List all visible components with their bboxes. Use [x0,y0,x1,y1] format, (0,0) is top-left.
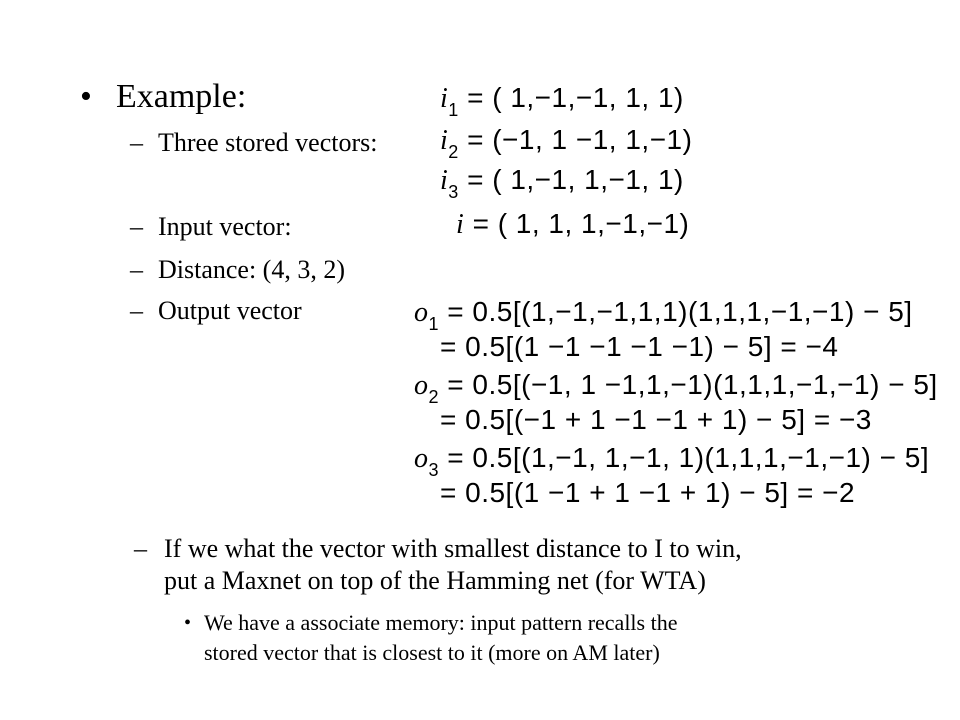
dash-marker: – [130,255,143,284]
stored-vector-3: $i_3$ = ( 1,−1, 1,−1, 1) [440,164,684,202]
am-note-line-1: We have a associate memory: input pattern recalls the [204,610,678,635]
dash-marker: – [130,296,143,325]
dash-marker: – [130,128,143,157]
distance-label: Distance: (4, 3, 2) [158,255,346,284]
stored-vectors-label: Three stored vectors: [158,128,378,157]
output-1-line-2: = 0.5[(1 −1 −1 −1 −1) − 5] = −4 [440,331,839,362]
output-3-line-1: $o_3 = 0.5[(1,-1$, 1,−1, 1)(1,1,1,−1,−1) − 5] [414,442,930,480]
output-3-line-2: = 0.5[(1 −1 + 1 −1 + 1) − 5] = −2 [440,477,856,508]
output-2-line-2: = 0.5[(−1 + 1 −1 −1 + 1) − 5] = −3 [440,404,872,435]
main-bullet: • [80,78,92,115]
wta-note-line-1: If we what the vector with smallest distance to I to win, [164,534,742,563]
dash-marker: – [130,212,143,241]
sub-bullet: • [184,612,192,634]
input-vector-label: Input vector: [158,212,292,241]
output-vector-label: Output vector [158,296,302,325]
stored-vector-1: $i_1$ = ( 1,−1,−1, 1, 1) [440,82,684,120]
input-vector-equation: i = ( 1, 1, 1,−1,−1) [456,208,690,240]
am-note-line-2: stored vector that is closest to it (more on AM later) [204,640,660,665]
stored-vector-2: $i_2 = (-1$, 1 −1, 1,−1) [440,124,693,162]
output-2-line-1: $o_2 = 0.5[(-1$, 1 −1,1,−1)(1,1,1,−1,−1) − 5] [414,369,938,407]
wta-note-line-2: put a Maxnet on top of the Hamming net (for WTA) [164,566,706,595]
slide-heading: Example: [116,78,247,115]
dash-marker: – [134,534,147,563]
output-1-line-1: $o_1 = 0.5[(1,-1,-1,1,1)(1,1,1,-1,-1) - 5]$ [414,296,913,334]
